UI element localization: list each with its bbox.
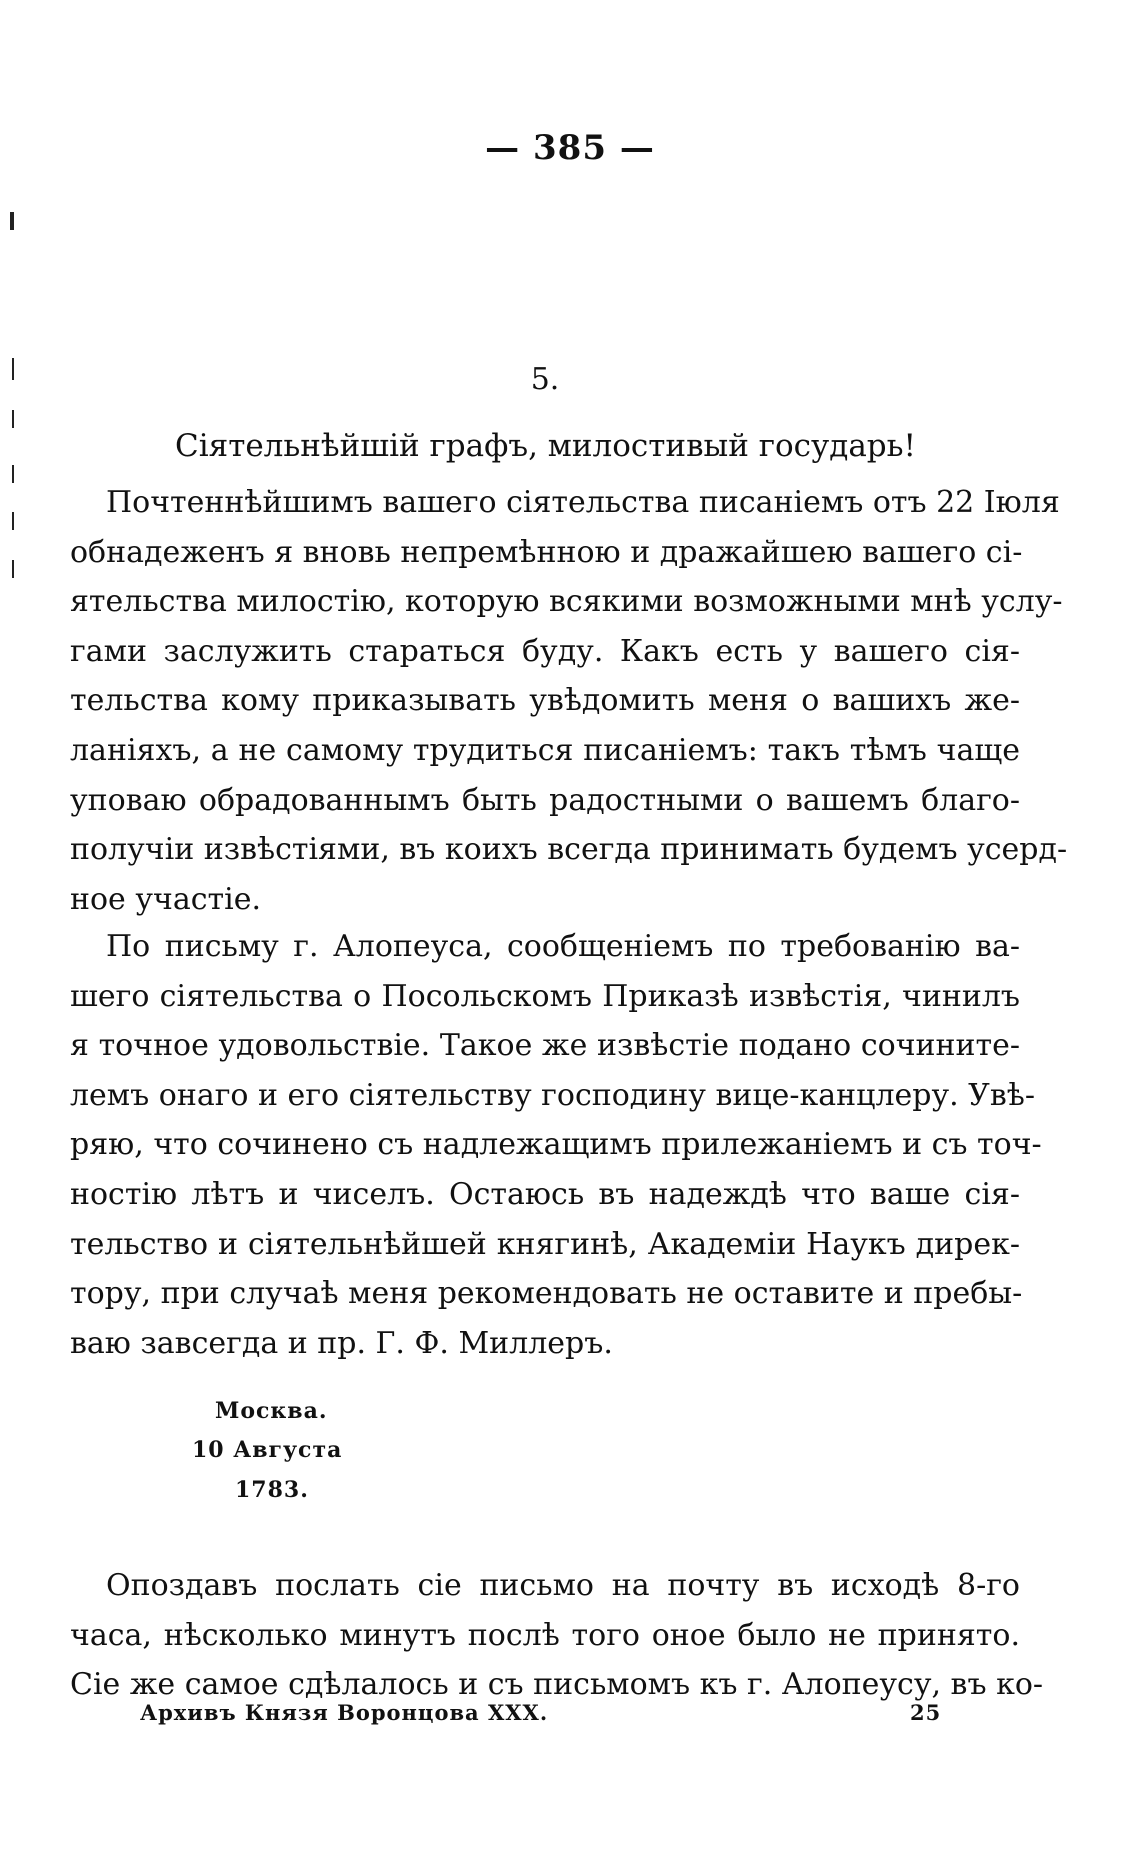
text-line: ностiю лѣтъ и чиселъ. Остаюсь въ надеждѣ что ваше сiя- — [70, 1176, 1020, 1212]
text-line: обнадеженъ я вновь непремѣнною и дражайшею вашего сi- — [70, 534, 1023, 570]
text-line: ное участiе. — [70, 881, 262, 917]
margin-mark — [12, 358, 14, 380]
margin-mark — [12, 512, 14, 530]
letter-postscript — [70, 1561, 1044, 1710]
text-line: тельства кому приказывать увѣдомить меня о вашихъ же- — [70, 683, 1020, 719]
footer-sheet-mark: 25 — [910, 1700, 942, 1725]
text-line: ланiяхъ, а не самому трудиться писанiемъ: такъ тѣмъ чаще — [70, 732, 1020, 768]
text-line: лемъ онаго и его сiятельству господину вице-канцлеру. Увѣ- — [70, 1077, 1035, 1113]
margin-mark — [10, 212, 14, 230]
text-line: ряю, что сочинено съ надлежащимъ прилежанiемъ и съ точ- — [70, 1127, 1042, 1163]
text-line: тору, при случаѣ меня рекомендовать не оставите и пребы- — [70, 1276, 1023, 1312]
text-line: Опоздавъ послать сiе письмо на почту въ исходѣ 8-го — [106, 1568, 1020, 1603]
margin-mark — [12, 410, 14, 428]
letter-paragraph-2 — [70, 922, 1042, 1368]
text-line: гами заслужить стараться буду. Какъ есть у вашего сiя- — [70, 633, 1020, 669]
dateline-place: Москва. — [215, 1398, 328, 1424]
section-number: 5. — [530, 362, 560, 397]
page-footer — [140, 1700, 960, 1725]
text-line: По письму г. Алопеуса, сообщенiемъ по требованiю ва- — [106, 929, 1020, 964]
text-line: тельство и сiятельнѣйшей княгинѣ, Академiи Наукъ дирек- — [70, 1226, 1020, 1262]
footer-signature: Архивъ Князя Воронцова XXX. — [140, 1700, 549, 1725]
text-line: Почтеннѣйшимъ вашего сiятельства писанiемъ отъ 22 Iюля — [106, 485, 1060, 520]
letter-paragraph-1 — [70, 478, 1068, 924]
margin-mark — [12, 465, 14, 483]
text-line: часа, нѣсколько минутъ послѣ того оное было не принято. — [70, 1617, 1020, 1653]
margin-mark — [12, 560, 14, 578]
text-line: шего сiятельства о Посольскомъ Приказѣ извѣстiя, чинилъ — [70, 978, 1020, 1014]
letter-salutation: Сiятельнѣйшiй графъ, милостивый государь! — [175, 428, 916, 464]
page-number: — 385 — — [485, 128, 655, 168]
text-line: ятельства милостiю, которую всякими возможными мнѣ услу- — [70, 584, 1063, 620]
text-line: я точное удовольствiе. Такое же извѣстiе подано сочините- — [70, 1028, 1020, 1064]
dateline-date: 10 Августа — [192, 1437, 343, 1463]
text-line: получiи извѣстiями, въ коихъ всегда принимать будемъ усерд- — [70, 832, 1068, 868]
text-line: Сiе же самое сдѣлалось и съ письмомъ къ г. Алопеусу, въ ко- — [70, 1667, 1044, 1703]
text-line: уповаю обрадованнымъ быть радостными о вашемъ благо- — [70, 782, 1020, 818]
dateline-year: 1783. — [235, 1477, 309, 1503]
text-line: ваю завсегда и пр. Г. Ф. Миллеръ. — [70, 1325, 613, 1361]
